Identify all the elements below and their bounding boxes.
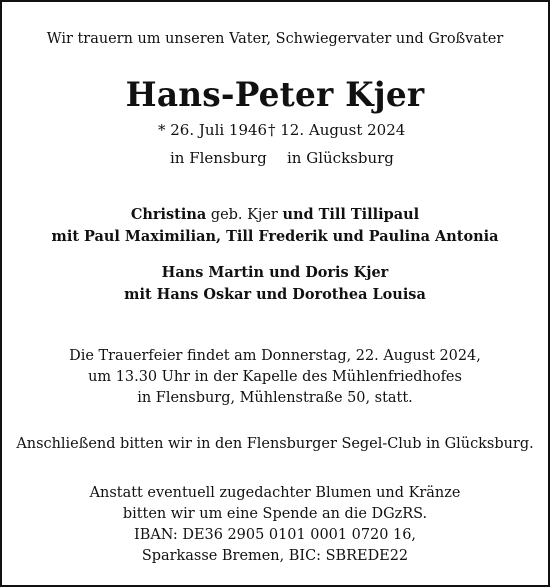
ceremony-line-3: in Flensburg, Mühlenstraße 50, statt. — [137, 388, 413, 406]
birth-date: * 26. Juli 1946 — [158, 121, 268, 139]
ceremony-line-2: um 13.30 Uhr in der Kapelle des Mühlenfriedhofes — [88, 367, 462, 385]
intro-text: Wir trauern um unseren Vater, Schwiegervater und Großvater — [46, 29, 504, 47]
family-2-children: mit Hans Oskar und Dorothea Louisa — [124, 285, 426, 303]
deceased-name: Hans-Peter Kjer — [125, 75, 425, 115]
death-place: in Glücksburg — [287, 149, 394, 167]
death-date: † 12. August 2024 — [268, 121, 406, 139]
family-1-names — [10, 204, 540, 224]
birth-place: in Flensburg — [170, 149, 267, 167]
donation-bank: Sparkasse Bremen, BIC: SBREDE22 — [141, 546, 409, 564]
reception-text: Anschließend bitten wir in den Flensburger Segel-Club in Glücksburg. — [16, 434, 534, 452]
family-2-names: Hans Martin und Doris Kjer — [161, 263, 389, 281]
ceremony-line-1: Die Trauerfeier findet am Donnerstag, 22. August 2024, — [69, 346, 481, 364]
donation-line-2: bitten wir um eine Spende an die DGzRS. — [122, 504, 428, 522]
family-1-children: mit Paul Maximilian, Till Frederik und Paulina Antonia — [51, 227, 499, 245]
family-1-first-name: Christina — [130, 205, 207, 223]
donation-line-1: Anstatt eventuell zugedachter Blumen und Kränze — [89, 483, 461, 501]
family-1-born-as: geb. Kjer — [210, 205, 278, 223]
family-1-partner: und Till Tillipaul — [282, 205, 420, 223]
donation-iban: IBAN: DE36 2905 0101 0001 0720 16, — [133, 525, 417, 543]
